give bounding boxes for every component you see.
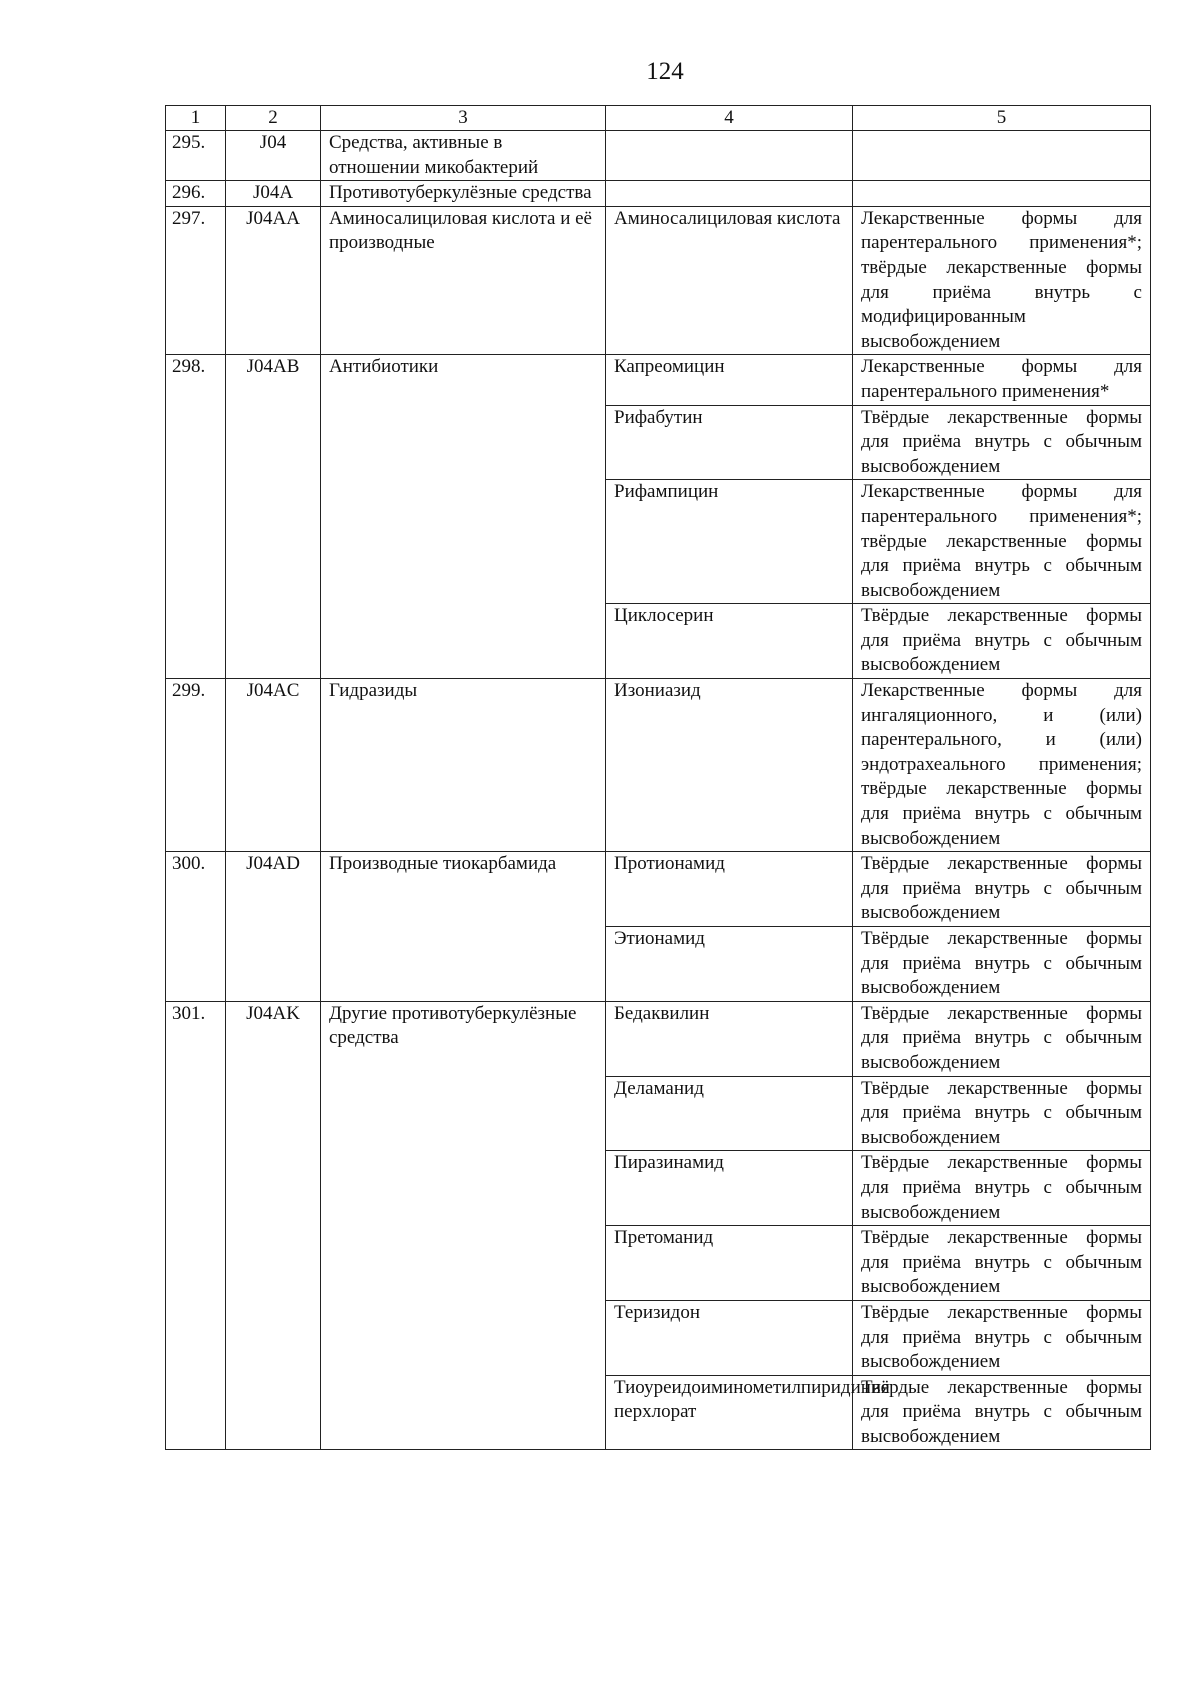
drug-name: Капреомицин bbox=[606, 355, 853, 405]
drug-table-body bbox=[166, 106, 1151, 1450]
table-row bbox=[166, 206, 1151, 355]
dosage-form: Твёрдые лекарственные формы для приёма внутрь с обычным высвобождением bbox=[853, 604, 1151, 679]
group-name: Антибиотики bbox=[321, 355, 606, 679]
drug-name: Пиразинамид bbox=[606, 1151, 853, 1226]
dosage-form: Лекарственные формы для парентерального применения* bbox=[853, 355, 1151, 405]
drug-name: Циклосерин bbox=[606, 604, 853, 679]
atc-code: J04AC bbox=[226, 679, 321, 852]
header-cell: 3 bbox=[321, 106, 606, 131]
dosage-form bbox=[853, 181, 1151, 207]
atc-code: J04AD bbox=[226, 852, 321, 1002]
dosage-form: Твёрдые лекарственные формы для приёма внутрь с обычным высвобождением bbox=[853, 852, 1151, 927]
row-number: 297. bbox=[166, 206, 226, 355]
group-name: Производные тиокарбамида bbox=[321, 852, 606, 1002]
header-cell: 2 bbox=[226, 106, 321, 131]
drug-name: Изониазид bbox=[606, 679, 853, 852]
group-name: Гидразиды bbox=[321, 679, 606, 852]
group-name: Средства, активные в отношении микобактерий bbox=[321, 131, 606, 181]
drug-name: Рифабутин bbox=[606, 405, 853, 480]
page-number: 124 bbox=[646, 58, 684, 85]
drug-name: Рифампицин bbox=[606, 480, 853, 604]
row-number: 301. bbox=[166, 1001, 226, 1450]
group-name: Противотуберкулёзные средства bbox=[321, 181, 606, 207]
drug-name: Аминосалициловая кислота bbox=[606, 206, 853, 355]
group-name: Аминосалициловая кислота и её производные bbox=[321, 206, 606, 355]
dosage-form: Лекарственные формы для парентерального применения*; твёрдые лекарственные формы для приёма внутрь с модифицированным высвобождением bbox=[853, 206, 1151, 355]
dosage-form: Твёрдые лекарственные формы для приёма внутрь с обычным высвобождением bbox=[853, 1001, 1151, 1076]
header-row bbox=[166, 106, 1151, 131]
atc-code: J04AB bbox=[226, 355, 321, 679]
header-cell: 5 bbox=[853, 106, 1151, 131]
dosage-form: Лекарственные формы для парентерального применения*; твёрдые лекарственные формы для приёма внутрь с обычным высвобождением bbox=[853, 480, 1151, 604]
row-number: 296. bbox=[166, 181, 226, 207]
dosage-form: Твёрдые лекарственные формы для приёма внутрь с обычным высвобождением bbox=[853, 1076, 1151, 1151]
drug-name: Теризидон bbox=[606, 1300, 853, 1375]
dosage-form: Твёрдые лекарственные формы для приёма внутрь с обычным высвобождением bbox=[853, 1226, 1151, 1301]
row-number: 300. bbox=[166, 852, 226, 1002]
atc-code: J04AA bbox=[226, 206, 321, 355]
drug-name bbox=[606, 131, 853, 181]
drug-name bbox=[606, 181, 853, 207]
drug-name: Бедаквилин bbox=[606, 1001, 853, 1076]
drug-name: Этионамид bbox=[606, 927, 853, 1002]
row-number: 299. bbox=[166, 679, 226, 852]
dosage-form: Твёрдые лекарственные формы для приёма внутрь с обычным высвобождением bbox=[853, 1300, 1151, 1375]
group-name: Другие противотуберкулёзные средства bbox=[321, 1001, 606, 1450]
table-row bbox=[166, 679, 1151, 852]
dosage-form: Твёрдые лекарственные формы для приёма внутрь с обычным высвобождением bbox=[853, 1151, 1151, 1226]
dosage-form bbox=[853, 131, 1151, 181]
table-row bbox=[166, 131, 1151, 181]
dosage-form: Твёрдые лекарственные формы для приёма внутрь с обычным высвобождением bbox=[853, 405, 1151, 480]
drug-name: Тиоуреидоиминометилпиридиния перхлорат bbox=[606, 1375, 853, 1450]
table-row bbox=[166, 852, 1151, 927]
header-cell: 1 bbox=[166, 106, 226, 131]
dosage-form: Твёрдые лекарственные формы для приёма внутрь с обычным высвобождением bbox=[853, 927, 1151, 1002]
table-row bbox=[166, 1001, 1151, 1076]
atc-code: J04AK bbox=[226, 1001, 321, 1450]
drug-name: Деламанид bbox=[606, 1076, 853, 1151]
row-number: 298. bbox=[166, 355, 226, 679]
dosage-form: Твёрдые лекарственные формы для приёма внутрь с обычным высвобождением bbox=[853, 1375, 1151, 1450]
row-number: 295. bbox=[166, 131, 226, 181]
atc-code: J04A bbox=[226, 181, 321, 207]
header-cell: 4 bbox=[606, 106, 853, 131]
drug-table bbox=[165, 105, 1151, 1450]
table-row bbox=[166, 181, 1151, 207]
table-row bbox=[166, 355, 1151, 405]
drug-name: Протионамид bbox=[606, 852, 853, 927]
drug-name: Претоманид bbox=[606, 1226, 853, 1301]
dosage-form: Лекарственные формы для ингаляционного, и (или) парентерального, и (или) эндотрахеального применения; твёрдые лекарственные формы для приёма внутрь с обычным высвобождением bbox=[853, 679, 1151, 852]
atc-code: J04 bbox=[226, 131, 321, 181]
